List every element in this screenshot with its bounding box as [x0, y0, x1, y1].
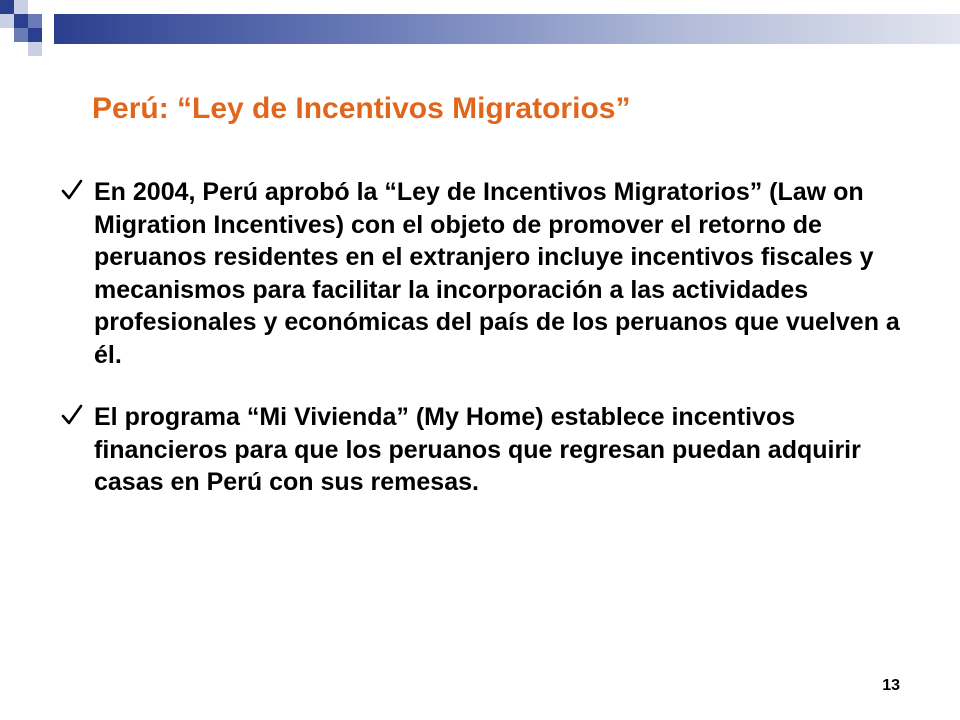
deco-square [14, 28, 28, 42]
deco-square [28, 28, 42, 42]
bullet-text: En 2004, Perú aprobó la “Ley de Incentivos Migratorios” (Law on Migration Incentives) con el objeto de promover el retorno de peruanos residentes en el extranjero incluye incentivos fiscales y mecanismos para facilitar la incorporación a las actividades profesionales y económicas del país de los peruanos que vuelven a él. [94, 178, 900, 369]
deco-square [28, 42, 42, 56]
bullet-text: El programa “Mi Vivienda” (My Home) establece incentivos financieros para que los peruanos que regresan puedan adquirir casas en Perú con sus remesas. [94, 403, 861, 496]
page-number: 13 [882, 677, 900, 694]
deco-square [14, 14, 28, 28]
deco-square [0, 14, 14, 28]
bullet-item [60, 176, 920, 371]
slide-title: Perú: “Ley de Incentivos Migratorios” [92, 92, 631, 125]
header-decoration [0, 0, 960, 60]
checkmark-icon [60, 177, 84, 203]
deco-square [28, 14, 42, 28]
bullet-item [60, 401, 920, 499]
header-gradient-bar [54, 14, 960, 44]
bullet-list [60, 176, 920, 529]
deco-square [14, 0, 28, 14]
deco-square [0, 0, 14, 14]
checkmark-icon [60, 402, 84, 428]
